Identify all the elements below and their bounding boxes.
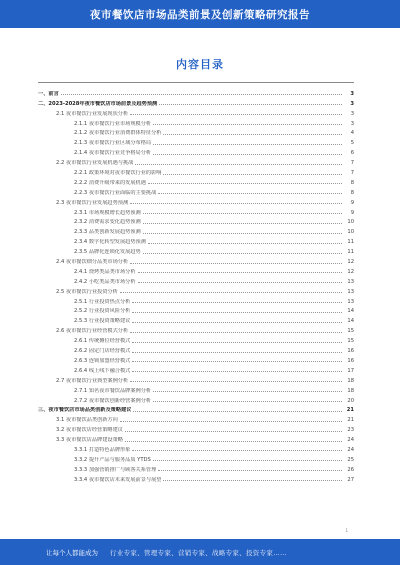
- toc-entry[interactable]: [38, 404, 354, 414]
- toc-entry-label: 2.1 夜市餐饮行业发展现状分析: [56, 110, 129, 117]
- toc-entry[interactable]: [38, 225, 354, 235]
- toc-leader-dots: [133, 411, 342, 412]
- toc-title: 内容目录: [176, 58, 224, 71]
- toc-entry-label: 3.3.2 提升产品与服务品质 YTDS: [74, 456, 151, 463]
- toc-entry-label: 2.1.2 夜市餐饮行业消费群体特征分析: [74, 130, 162, 137]
- toc-entry[interactable]: [38, 146, 354, 156]
- toc-entry-label: 2.4 夜市餐饮细分品类市场分析: [56, 259, 129, 266]
- toc-entry-page: 27: [347, 476, 354, 483]
- toc-entry[interactable]: [38, 473, 354, 483]
- toc-leader-dots: [132, 352, 342, 353]
- toc-leader-dots: [130, 114, 342, 115]
- toc-entry-page: 6: [350, 150, 354, 157]
- toc-leader-dots: [130, 332, 342, 333]
- toc-leader-dots: [163, 134, 342, 135]
- toc-entry[interactable]: [38, 136, 354, 146]
- toc-entry-label: 2.5.3 行业投资策略建议: [74, 318, 131, 325]
- toc-entry-page: 8: [350, 189, 354, 196]
- toc-leader-dots: [158, 470, 342, 471]
- table-of-contents: [38, 82, 354, 483]
- toc-entry[interactable]: [38, 443, 354, 453]
- toc-entry[interactable]: [38, 265, 354, 275]
- toc-entry-page: 3: [350, 90, 354, 97]
- toc-entry[interactable]: [38, 314, 354, 324]
- toc-entry-page: 7: [350, 170, 354, 177]
- toc-entry[interactable]: [38, 453, 354, 463]
- toc-entry[interactable]: [38, 285, 354, 295]
- toc-entry-page: 10: [347, 229, 354, 236]
- toc-entry-page: 13: [347, 298, 354, 305]
- toc-entry[interactable]: [38, 186, 354, 196]
- toc-entry-label: 2.2.2 消费升级带来的发展机遇: [74, 179, 146, 186]
- toc-entry-page: 3: [350, 100, 354, 107]
- toc-entry-label: 2.5.2 行业投资风险分析: [74, 308, 131, 315]
- toc-entry-page: 3: [350, 120, 354, 127]
- footer-tagline: 行业专家、管理专家、营销专家、战略专家、投资专家……: [110, 548, 287, 557]
- toc-entry[interactable]: [38, 166, 354, 176]
- toc-entry-label: 一、前言: [38, 90, 59, 97]
- toc-entry-label: 2.6.3 连锁加盟经营模式: [74, 357, 131, 364]
- toc-leader-dots: [138, 282, 342, 283]
- toc-leader-dots: [138, 272, 342, 273]
- toc-leader-dots: [143, 233, 342, 234]
- toc-entry[interactable]: [38, 255, 354, 265]
- toc-entry-page: 21: [347, 417, 354, 424]
- toc-entry[interactable]: [38, 156, 354, 166]
- toc-entry-label: 3.1 夜市餐饮品类创新方向: [56, 417, 118, 424]
- toc-entry[interactable]: [38, 354, 354, 364]
- toc-entry-page: 11: [347, 239, 354, 246]
- toc-leader-dots: [143, 213, 342, 214]
- toc-entry-page: 24: [347, 437, 354, 444]
- toc-entry-page: 13: [347, 278, 354, 285]
- toc-entry-page: 21: [346, 407, 354, 414]
- toc-entry-page: 12: [347, 268, 354, 275]
- toc-entry-page: 14: [347, 318, 354, 325]
- toc-leader-dots: [130, 263, 342, 264]
- toc-entry[interactable]: [38, 206, 354, 216]
- toc-entry[interactable]: [38, 324, 354, 334]
- toc-entry-page: 18: [347, 387, 354, 394]
- toc-leader-dots: [158, 193, 342, 194]
- toc-entry[interactable]: [38, 235, 354, 245]
- toc-leader-dots: [125, 441, 342, 442]
- toc-entry-label: 3.3.4 夜市餐饮店未来发展前景与展望: [74, 476, 162, 483]
- toc-entry-label: 2.6.2 固定门店经营模式: [74, 348, 131, 355]
- toc-entry-page: 11: [347, 249, 354, 256]
- toc-entry-page: 13: [347, 288, 354, 295]
- toc-leader-dots: [132, 302, 342, 303]
- toc-entry-label: 2.3.3 品类创新发展趋势预测: [74, 229, 141, 236]
- page-number: 1: [345, 528, 348, 533]
- toc-entry[interactable]: [38, 384, 354, 394]
- toc-leader-dots: [153, 154, 342, 155]
- toc-entry-label: 2.7 夜市餐饮行业典型案例分析: [56, 377, 129, 384]
- toc-entry[interactable]: [38, 413, 354, 423]
- toc-entry-page: 23: [347, 427, 354, 434]
- toc-entry-label: 三、夜市餐饮店市场品类创新及策略建议: [38, 407, 132, 414]
- toc-entry-label: 2.2 夜市餐饮行业发展机遇与挑战: [56, 160, 134, 167]
- toc-entry-label: 2.7.2 夜市餐饮创新经营案例分析: [74, 397, 152, 404]
- toc-entry-label: 2.2.3 夜市餐饮行业面临的主要挑战: [74, 189, 157, 196]
- toc-leader-dots: [163, 174, 342, 175]
- toc-leader-dots: [125, 431, 342, 432]
- toc-entry-label: 3.3.1 打造特色品牌形象: [74, 446, 131, 453]
- toc-top-rule: [38, 82, 354, 83]
- toc-leader-dots: [130, 203, 342, 204]
- toc-leader-dots: [153, 124, 342, 125]
- toc-leader-dots: [159, 104, 342, 105]
- toc-entry[interactable]: [38, 245, 354, 255]
- toc-entry[interactable]: [38, 176, 354, 186]
- toc-leader-dots: [153, 401, 342, 402]
- toc-entry-label: 2.3.2 消费需求变化趋势预测: [74, 219, 141, 226]
- toc-entry[interactable]: [38, 344, 354, 354]
- toc-entry-page: 15: [347, 338, 354, 345]
- toc-leader-dots: [153, 391, 342, 392]
- toc-entries: [38, 87, 354, 483]
- report-header-bar: [0, 0, 400, 28]
- toc-leader-dots: [135, 164, 342, 165]
- toc-entry-page: 15: [347, 328, 354, 335]
- toc-entry-label: 2.2.1 政策环境对夜市餐饮行业的影响: [74, 170, 162, 177]
- toc-entry[interactable]: [38, 216, 354, 226]
- toc-entry[interactable]: [38, 97, 354, 107]
- toc-entry-label: 2.7.1 知名夜市餐饮品牌案例分析: [74, 387, 152, 394]
- toc-leader-dots: [132, 312, 342, 313]
- toc-entry[interactable]: [38, 423, 354, 433]
- toc-entry-page: 26: [347, 466, 354, 473]
- toc-entry-page: 9: [350, 199, 354, 206]
- toc-leader-dots: [132, 342, 342, 343]
- toc-entry-label: 2.5.1 行业投资热点分析: [74, 298, 131, 305]
- toc-entry-label: 2.6.1 传统摊位经营模式: [74, 338, 131, 345]
- toc-entry-page: 18: [347, 377, 354, 384]
- toc-entry-label: 2.5 夜市餐饮行业投资分析: [56, 288, 118, 295]
- toc-entry-page: 5: [350, 140, 354, 147]
- toc-entry-label: 二、2023-2028年夜市餐饮店市场前景及趋势预测: [38, 100, 158, 107]
- toc-entry-page: 7: [350, 160, 354, 167]
- toc-entry[interactable]: [38, 117, 354, 127]
- toc-entry-page: 17: [347, 367, 354, 374]
- toc-entry[interactable]: [38, 374, 354, 384]
- toc-entry[interactable]: [38, 334, 354, 344]
- toc-entry-label: 2.3.4 数字化转型发展趋势预测: [74, 239, 146, 246]
- toc-leader-dots: [132, 371, 342, 372]
- toc-leader-dots: [143, 253, 342, 254]
- toc-leader-dots: [130, 381, 342, 382]
- toc-leader-dots: [143, 223, 342, 224]
- footer-bar: [0, 539, 400, 565]
- toc-entry[interactable]: [38, 196, 354, 206]
- footer-slogan: 让每个人都能成为: [46, 548, 98, 557]
- toc-leader-dots: [153, 460, 342, 461]
- toc-leader-dots: [61, 94, 342, 95]
- toc-entry-label: 3.2 夜市餐饮店经营策略建议: [56, 427, 123, 434]
- toc-entry[interactable]: [38, 127, 354, 137]
- toc-entry-page: 14: [347, 308, 354, 315]
- toc-entry-label: 3.3 夜市餐饮店品牌建设策略: [56, 437, 123, 444]
- toc-entry-label: 2.6 夜市餐饮行业经营模式分析: [56, 328, 129, 335]
- toc-entry-label: 2.6.4 线上线下融合模式: [74, 367, 131, 374]
- toc-entry-page: 24: [347, 446, 354, 453]
- toc-entry-page: 3: [350, 110, 354, 117]
- toc-entry[interactable]: [38, 87, 354, 97]
- report-title: 夜市餐饮店市场品类前景及创新策略研究报告: [90, 8, 310, 21]
- toc-leader-dots: [163, 480, 342, 481]
- toc-entry-page: 16: [347, 348, 354, 355]
- toc-leader-dots: [132, 361, 342, 362]
- toc-entry[interactable]: [38, 305, 354, 315]
- toc-entry-label: 2.3.5 品牌化连锁化发展趋势: [74, 249, 141, 256]
- toc-entry-label: 2.3.1 市场规模增长趋势预测: [74, 209, 141, 216]
- toc-entry[interactable]: [38, 295, 354, 305]
- toc-entry[interactable]: [38, 433, 354, 443]
- toc-entry-page: 8: [350, 179, 354, 186]
- toc-leader-dots: [120, 421, 342, 422]
- toc-leader-dots: [132, 322, 342, 323]
- toc-entry-page: 25: [347, 456, 354, 463]
- toc-entry-page: 12: [347, 259, 354, 266]
- toc-entry[interactable]: [38, 275, 354, 285]
- toc-entry-label: 2.3 夜市餐饮行业发展趋势预测: [56, 199, 129, 206]
- toc-entry-page: 16: [347, 357, 354, 364]
- toc-entry[interactable]: [38, 107, 354, 117]
- toc-leader-dots: [153, 144, 342, 145]
- toc-leader-dots: [148, 243, 342, 244]
- toc-entry-label: 2.1.3 夜市餐饮行业区域分布格局: [74, 140, 152, 147]
- toc-entry-label: 2.4.2 小吃类品类市场分析: [74, 278, 136, 285]
- toc-entry[interactable]: [38, 463, 354, 473]
- toc-entry-label: 2.1.1 夜市餐饮行业市场规模分析: [74, 120, 152, 127]
- toc-entry-page: 10: [347, 219, 354, 226]
- toc-entry[interactable]: [38, 394, 354, 404]
- toc-entry-label: 2.4.1 烧烤类品类市场分析: [74, 268, 136, 275]
- toc-entry-label: 2.1.4 夜市餐饮行业竞争格局分析: [74, 150, 152, 157]
- toc-entry[interactable]: [38, 364, 354, 374]
- toc-leader-dots: [120, 292, 342, 293]
- toc-entry-page: 4: [350, 130, 354, 137]
- toc-entry-page: 9: [350, 209, 354, 216]
- toc-entry-label: 3.3.3 加强营销推广与顾客关系管理: [74, 466, 157, 473]
- toc-leader-dots: [132, 450, 342, 451]
- toc-leader-dots: [148, 183, 342, 184]
- toc-entry-page: 20: [347, 397, 354, 404]
